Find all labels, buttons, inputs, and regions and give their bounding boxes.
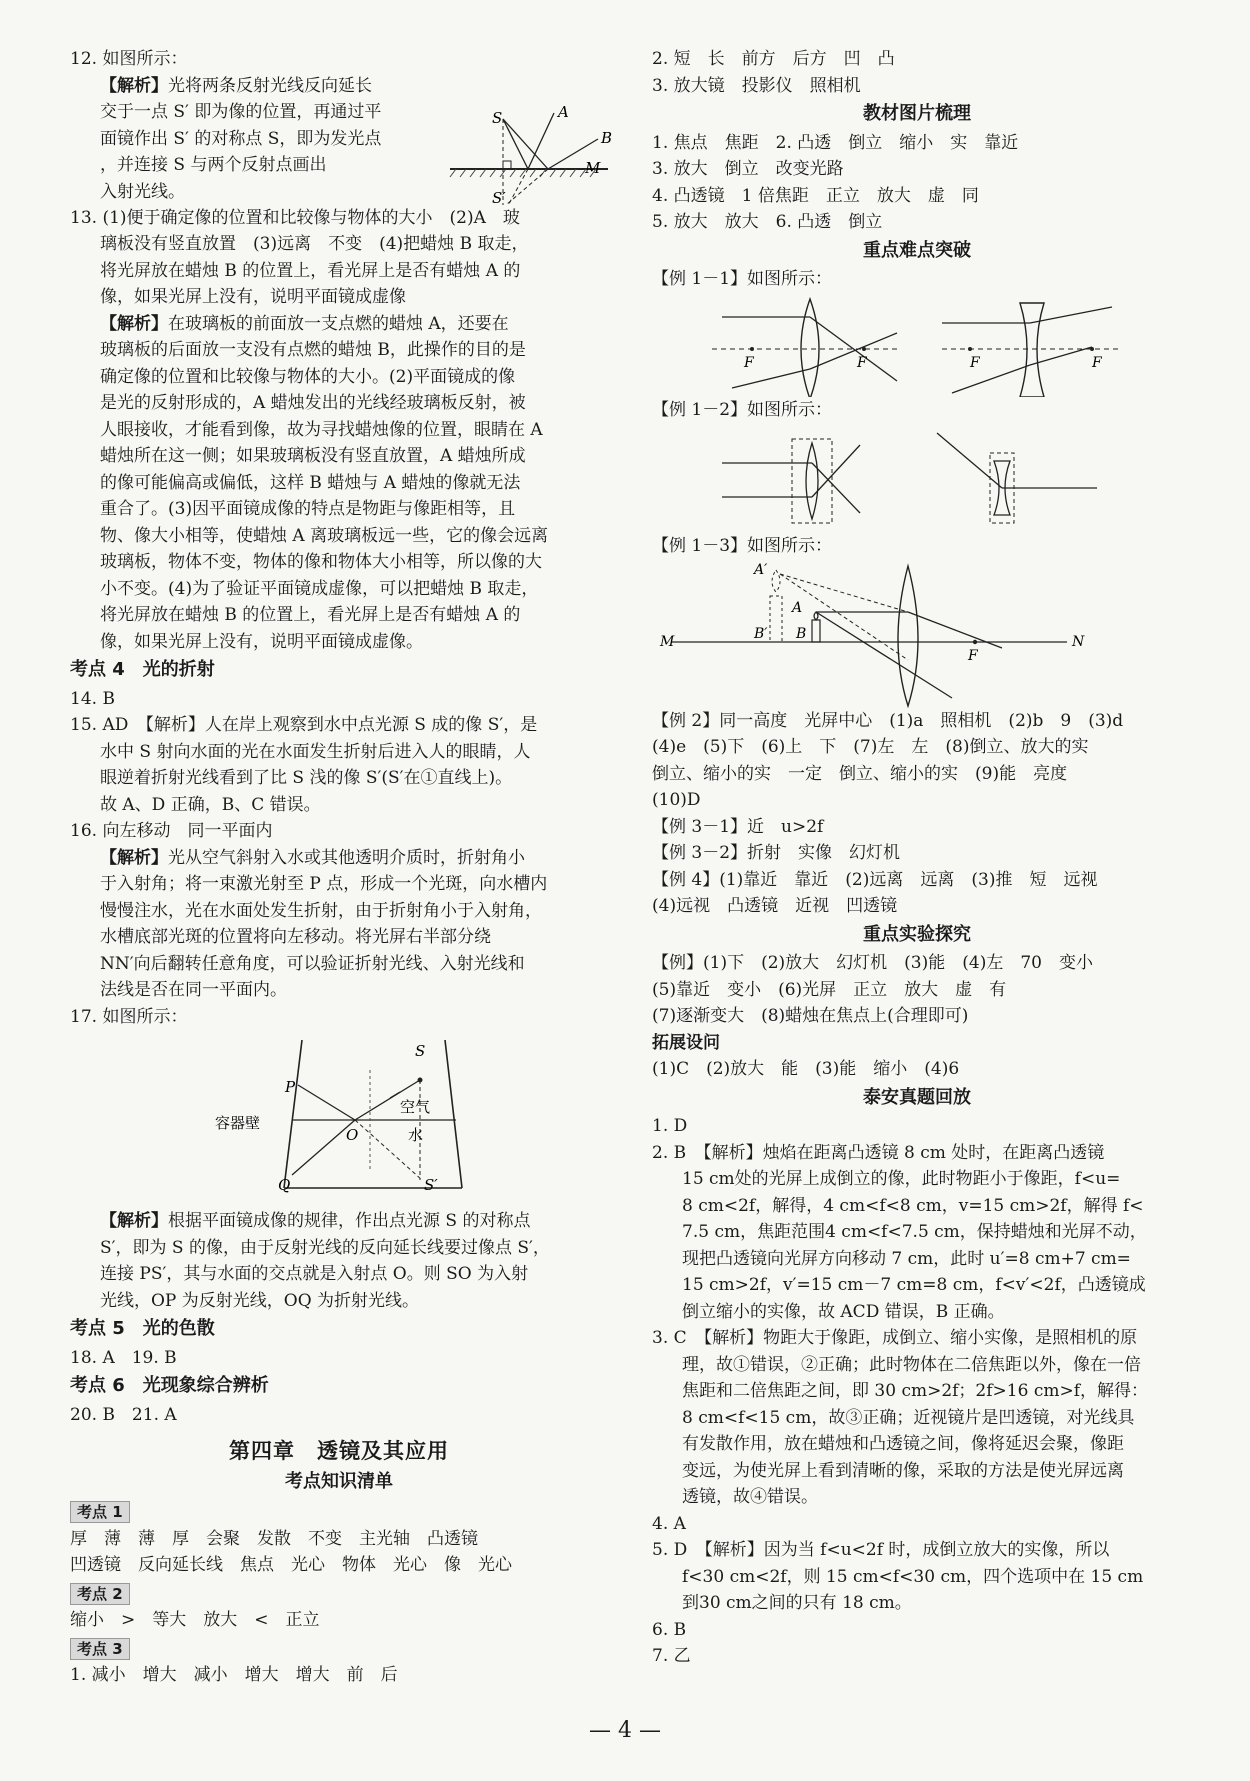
answer-head: 3. C 【解析】 [652, 1328, 764, 1348]
section-title: 泰安真题回放 [863, 1086, 971, 1108]
label-wall: 容器壁 [215, 1114, 261, 1132]
label-m: M [660, 633, 675, 650]
point-tag: 考点 1 [70, 1501, 130, 1523]
q13-text: 物、像大小相等，使蜡烛 A 离玻璃板远一些，它的像会远离 [100, 525, 549, 546]
q13-text: 玻璃板，物体不变，物体的像和物体大小相等，所以像的大 [100, 552, 542, 572]
q13-text: 是光的反射形成的，A 蜡烛发出的光线经玻璃板反射，被 [100, 393, 526, 413]
sub-heading: 拓展设问 [652, 1032, 720, 1053]
answer-head: 5. D 【解析】 [652, 1540, 764, 1560]
answer: 3. 放大 倒立 改变光路 [652, 159, 844, 179]
q15-line: 15. AD 【解析】人在岸上观察到水中点光源 S 成的像 S′，是 [70, 715, 538, 735]
answer-text: 8 cm<2f，解得，4 cm<f<8 cm，v=15 cm>2f，解得 f< [682, 1195, 1144, 1216]
chapter-title: 第四章 透镜及其应用 [229, 1439, 449, 1463]
q16-text: 慢慢注水，光在水面处发生折射，由于折射角小于入射角， [100, 900, 542, 921]
q12-text: 入射光线。 [100, 181, 185, 202]
q13-text: 的像可能偏高或偏低，这样 B 蜡烛与 A 蜡烛的像就无法 [100, 472, 521, 493]
q13-line: 像，如果光屏上没有，说明平面镜成虚像 [100, 287, 406, 307]
q12-block [70, 73, 613, 205]
q16-text: 水槽底部光斑的位置将向左移动。将光屏右半部分绕 [100, 927, 491, 947]
answer-text: 烛焰在距离凸透镜 8 cm 处时，在距离凸透镜 [762, 1142, 1105, 1163]
answer: 5. 放大 放大 6. 凸透 倒立 [652, 212, 883, 232]
q17-text: S′，即为 S 的像，由于反射光线的反向延长线要过像点 S′， [100, 1237, 550, 1258]
answer: (1)C (2)放大 能 (3)能 缩小 (4)6 [652, 1059, 960, 1079]
answer: (4)e (5)下 (6)上 下 (7)左 左 (8)倒立、放大的实 [652, 737, 1089, 757]
analysis-label: 【解析】 [100, 313, 168, 334]
analysis-label: 【解析】 [100, 1211, 168, 1231]
answer: 4. 凸透镜 1 倍焦距 正立 放大 虚 同 [652, 185, 979, 206]
q17-text: 连接 PS′，其与水面的交点就是入射点 O。则 SO 为入射 [100, 1264, 529, 1284]
q13-text: 玻璃板的后面放一支没有点燃的蜡烛 B，此操作的目的是 [100, 340, 526, 360]
answer: (10)D [652, 790, 701, 810]
k2-line: 缩小 > 等大 放大 < 正立 [70, 1610, 320, 1630]
k1-line: 厚 薄 薄 厚 会聚 发散 不变 主光轴 凸透镜 [70, 1528, 478, 1549]
label-s-prime: S′ [424, 1176, 438, 1194]
q15-line: 水中 S 射向水面的光在水面发生折射后进入人的眼睛，人 [100, 741, 531, 762]
answer-text: 15 cm处的光屏上成倒立的像，此时物距小于像距，f<u= [682, 1169, 1121, 1189]
q13-text: 像，如果光屏上没有，说明平面镜成虚像。 [100, 631, 423, 652]
section-title: 考点知识清单 [285, 1470, 393, 1492]
label-water: 水 [408, 1126, 424, 1144]
q17-head: 17. 如图所示： [70, 1006, 188, 1027]
k3-line: 1. 减小 增大 减小 增大 增大 前 后 [70, 1665, 398, 1685]
label-m: M [585, 158, 601, 177]
label-a-prime: A′ [754, 561, 768, 578]
q13-text: 蜡烛所在这一侧；如果玻璃板没有竖直放置，A 蜡烛所成 [100, 446, 526, 466]
answer-text: 到30 cm之间的只有 18 cm。 [682, 1593, 912, 1613]
section-title: 重点实验探究 [863, 923, 971, 945]
label-b-prime: B′ [754, 625, 768, 642]
answer: 1. 焦点 焦距 2. 凸透 倒立 缩小 实 靠近 [652, 132, 1019, 153]
label-f: F [857, 354, 867, 371]
q13-text: 确定像的位置和比较像与物体的大小。(2)平面镜成的像 [100, 366, 516, 387]
answer: 3. 放大镜 投影仪 照相机 [652, 75, 861, 96]
answer-text: 变远，为使光屏上看到清晰的像，采取的方法是使光屏远离 [682, 1460, 1124, 1481]
answer: (4)远视 凸透镜 近视 凹透镜 [652, 896, 898, 916]
label-a: A [792, 599, 803, 616]
section-title: 重点难点突破 [863, 239, 971, 261]
q12-text: 交于一点 S′ 即为像的位置，再通过平 [100, 102, 382, 122]
q16-text: 于入射角；将一束激光射至 P 点，形成一个光斑，向水槽内 [100, 874, 548, 894]
answer-text: 因为当 f<u<2f 时，成倒立放大的实像，所以 [763, 1540, 1110, 1560]
label-s-prime: S′ [492, 188, 506, 205]
q12-text: 光将两条反射光线反向延长 [168, 75, 372, 96]
answer-text: 透镜，故④错误。 [682, 1487, 818, 1507]
answer: 7. 乙 [652, 1646, 691, 1666]
q13-text: 在玻璃板的前面放一支点燃的蜡烛 A，还要在 [168, 313, 509, 334]
answer: 18. A 19. B [70, 1347, 177, 1368]
label-n: N [1072, 633, 1085, 650]
label-f: F [1092, 354, 1102, 371]
label-s: S [415, 1042, 426, 1060]
page-number: — 4 — [589, 1718, 661, 1743]
left-column [70, 46, 613, 1689]
answer: 1. D [652, 1116, 688, 1136]
label-b: B [796, 625, 807, 642]
q16-text: 光从空气斜射入水或其他透明介质时，折射角小 [168, 847, 525, 868]
example-label: 【例 1－2】如图所示： [652, 399, 833, 420]
answer: 【例 3－1】近 u>2f [652, 816, 824, 837]
lens-diagram-1-2 [652, 423, 1182, 533]
answer-text: 有发散作用，放在蜡烛和凸透镜之间，像将延迟会聚，像距 [682, 1434, 1124, 1454]
section-heading: 考点 4 光的折射 [70, 659, 215, 680]
label-f: F [968, 647, 978, 664]
example-label: 【例 1－1】如图所示： [652, 269, 833, 289]
label-f: F [744, 354, 754, 371]
answer: (5)靠近 变小 (6)光屏 正立 放大 虚 有 [652, 979, 1007, 1000]
q16-text: 法线是否在同一平面内。 [100, 980, 287, 1000]
answer: 倒立、缩小的实 一定 倒立、缩小的实 (9)能 亮度 [652, 763, 1068, 784]
q13-text: 人眼接收，才能看到像，故为寻找蜡烛像的位置，眼睛在 A [100, 419, 543, 440]
q13-line: 将光屏放在蜡烛 B 的位置上，看光屏上是否有蜡烛 A 的 [100, 260, 521, 281]
answer-text: f<30 cm<2f，则 15 cm<f<30 cm，四个选项中在 15 cm [682, 1566, 1144, 1587]
answer: 【例 3－2】折射 实像 幻灯机 [652, 843, 901, 863]
label-b: B [601, 128, 613, 147]
q16-line: 16. 向左移动 同一平面内 [70, 821, 273, 841]
right-column [652, 46, 1182, 1670]
k1-line: 凹透镜 反向延长线 焦点 光心 物体 光心 像 光心 [70, 1555, 512, 1575]
label-a: A [558, 102, 569, 121]
q15-line: 故 A、D 正确，B、C 错误。 [100, 794, 321, 815]
answer: 4. A [652, 1513, 686, 1534]
answer: (7)逐渐变大 (8)蜡烛在焦点上(合理即可) [652, 1006, 969, 1026]
q13-line: 璃板没有竖直放置 (3)远离 不变 (4)把蜡烛 B 取走， [100, 234, 529, 254]
example-label: 【例 1－3】如图所示： [652, 536, 833, 556]
q16-text: NN′向后翻转任意角度，可以验证折射光线、入射光线和 [100, 953, 525, 974]
point-tag: 考点 2 [70, 1583, 130, 1605]
answer: 【例】(1)下 (2)放大 幻灯机 (3)能 (4)左 70 变小 [652, 953, 1093, 973]
q13-text: 将光屏放在蜡烛 B 的位置上，看光屏上是否有蜡烛 A 的 [100, 605, 521, 625]
answer-text: 焦距和二倍焦距之间，即 30 cm>2f；2f>16 cm>f，解得： [682, 1381, 1148, 1401]
answer-text: 7.5 cm，焦距范围4 cm<f<7.5 cm，保持蜡烛和光屏不动， [682, 1222, 1147, 1242]
q12-text: 面镜作出 S′ 的对称点 S，即为发光点 [100, 128, 382, 149]
label-q: Q [278, 1176, 291, 1194]
analysis-label: 【解析】 [100, 847, 168, 868]
answer-text: 理，故①错误，②正确；此时物体在二倍焦距以外，像在一倍 [682, 1354, 1141, 1375]
label-f: F [970, 354, 980, 371]
reflection-diagram [448, 73, 618, 205]
q17-text: 光线，OP 为反射光线，OQ 为折射光线。 [100, 1290, 420, 1311]
q15-line: 眼逆着折射光线看到了比 S 浅的像 S′(S′在①直线上)。 [100, 768, 513, 788]
q12-text: ，并连接 S 与两个反射点画出 [100, 155, 327, 175]
answer: 【例 4】(1)靠近 靠近 (2)远离 远离 (3)推 短 远视 [652, 869, 1098, 890]
answer: 2. 短 长 前方 后方 凹 凸 [652, 49, 895, 69]
lens-diagram-1-1 [652, 293, 1182, 397]
answer-text: 倒立缩小的实像，故 ACD 错误，B 正确。 [682, 1301, 1005, 1322]
analysis-label: 【解析】 [100, 75, 168, 96]
answer: 6. B [652, 1619, 687, 1640]
answer: 14. B [70, 688, 115, 709]
lens-diagram-1-3 [652, 560, 1182, 708]
label-o: O [346, 1126, 359, 1144]
label-s: S [492, 108, 503, 127]
q13-text: 重合了。(3)因平面镜成像的特点是物距与像距相等，且 [100, 499, 516, 519]
label-p: P [285, 1078, 296, 1096]
answer-text: 8 cm<f<15 cm，故③正确；近视镜片是凹透镜，对光线具 [682, 1407, 1135, 1428]
answer-text: 15 cm>2f，v′=15 cm－7 cm=8 cm，f<v′<2f，凸透镜成 [682, 1275, 1146, 1295]
section-heading: 考点 5 光的色散 [70, 1318, 215, 1339]
q13-text: 小不变。(4)为了验证平面镜成虚像，可以把蜡烛 B 取走， [100, 578, 539, 599]
q12-head: 12. 如图所示： [70, 49, 188, 69]
point-tag: 考点 3 [70, 1638, 130, 1660]
answer: 20. B 21. A [70, 1404, 177, 1425]
q17-text: 根据平面镜成像的规律，作出点光源 S 的对称点 [168, 1211, 531, 1231]
answer: 【例 2】同一高度 光屏中心 (1)a 照相机 (2)b 9 (3)d [652, 710, 1124, 731]
answer-text: 物距大于像距，成倒立、缩小实像，是照相机的原 [763, 1328, 1138, 1348]
section-heading: 考点 6 光现象综合辨析 [70, 1375, 269, 1396]
section-title: 教材图片梳理 [863, 103, 971, 124]
answer-text: 现把凸透镜向光屏方向移动 7 cm，此时 u′=8 cm+7 cm= [682, 1248, 1131, 1269]
label-air: 空气 [400, 1098, 431, 1116]
q13-line: 13. (1)便于确定像的位置和比较像与物体的大小 (2)A 玻 [70, 207, 520, 228]
refraction-diagram [70, 1030, 608, 1208]
answer-head: 2. B 【解析】 [652, 1142, 763, 1163]
